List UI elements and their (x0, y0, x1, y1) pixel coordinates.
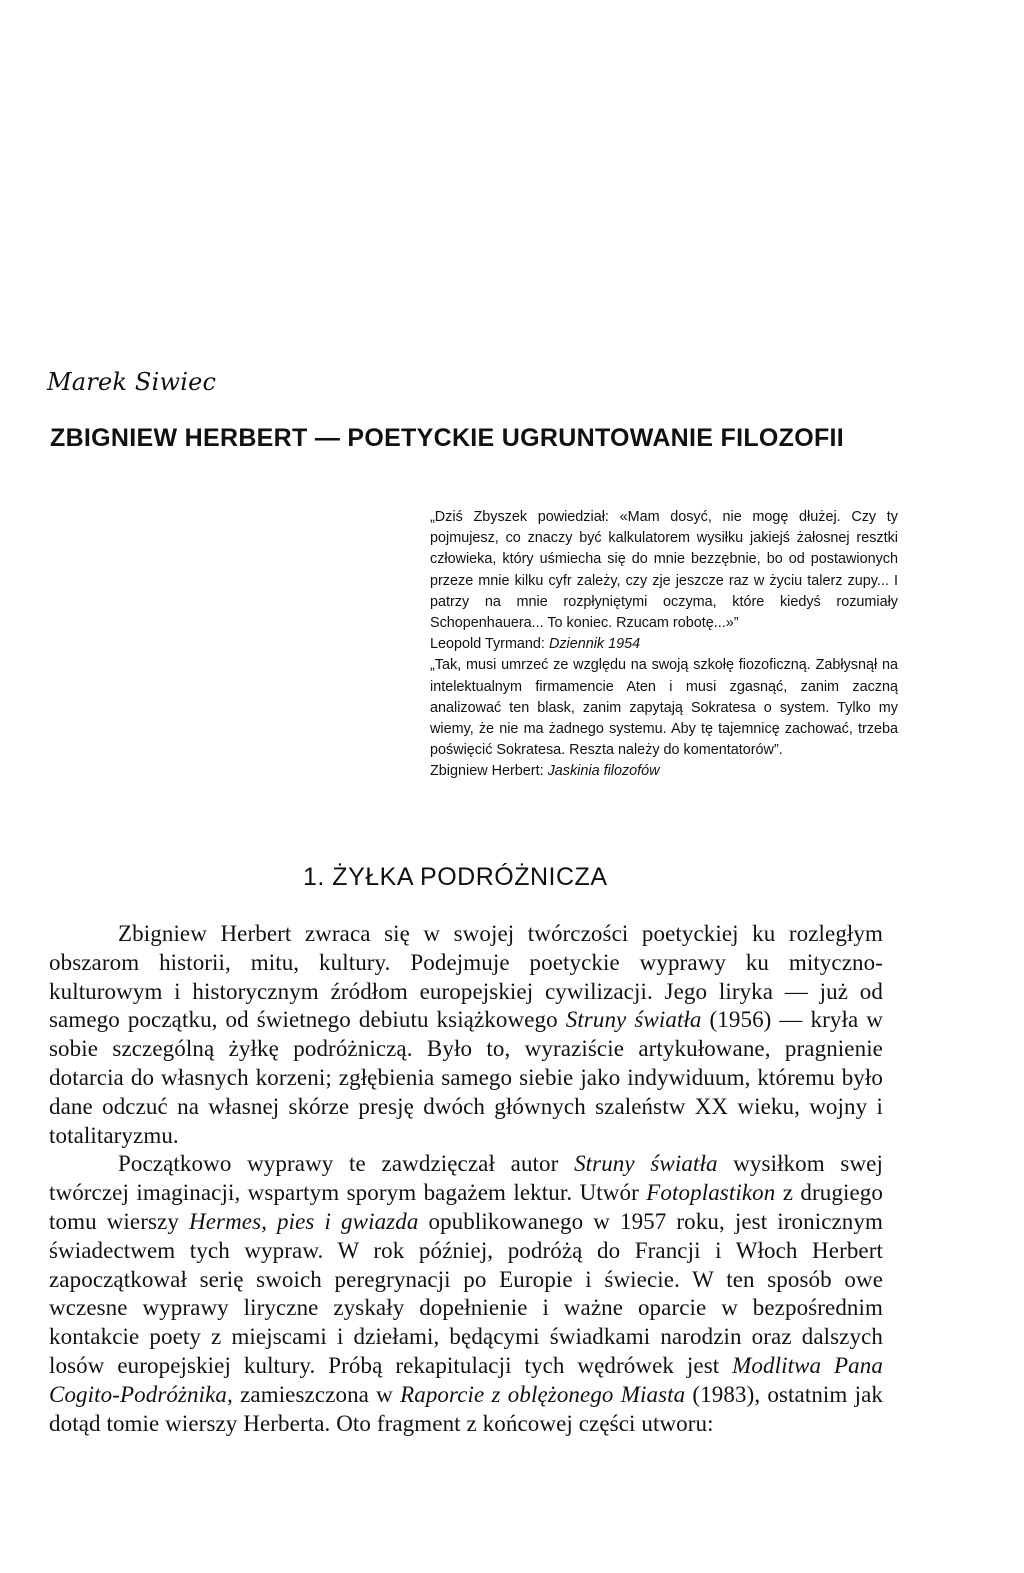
italic-title: Hermes, pies i gwiazda (189, 1208, 419, 1234)
italic-title: Raporcie z oblężonego Miasta (400, 1381, 686, 1407)
italic-title: Fotoplastikon (646, 1180, 776, 1206)
citation-work: Jaskinia filozofów (547, 763, 660, 780)
citation-work: Dziennik 1954 (548, 636, 641, 653)
text-run: zamieszczona w (232, 1381, 401, 1407)
epigraph-quote-1: „Dziś Zbyszek powiedział: «Mam dosyć, nie mogę dłużej. Czy ty pojmujesz, co znaczy być kalkulatorem wysiłku jakiejś żałosnej resztki człowieka, który uśmiecha się do mnie bezzębnie, bo od postawionych przeze mnie kilku cyfr zależy, czy zje jeszcze raz w życiu talerz zupy... I patrzy na mnie rozpłyniętymi oczyma, które kiedyś rozumiały Schopenhauera... To koniec. Rzucam robotę...»” (430, 509, 898, 632)
citation-author: Leopold Tyrmand: (430, 636, 545, 653)
text-run: opublikowanego w 1957 roku, jest ironicznym świadectwem tych wypraw. W rok później, podróżą do Francji i Włoch Herbert zapoczątkował serię swoich peregrynacji po Europie i świecie. W ten sposób owe wczesne wyprawy liryczne zyskały dopełnienie i ważne oparcie w bezpośrednim kontakcie poety z miejscami i dziełami, będącymi świadkami narodzin oraz dalszych losów europejskiej kultury. Próbą rekapitulacji tych wędrówek jest (49, 1208, 883, 1378)
text-run: (1956) — kryła w sobie szczególną żyłkę podróżniczą. Było to, wyraziście artykułowane, pragnienie dotarcia do własnych korzeni; zgłębienia samego siebie jako indywiduum, któremu było dane odczuć na własnej skórze presję dwóch głównych szaleństw XX wieku, wojny i totalitaryzmu. (49, 1007, 883, 1148)
italic-title: Struny światła (565, 1007, 702, 1033)
text-run: wysiłkom swej twórczej imaginacji, wspartym sporym bagażem lektur. Utwór (49, 1151, 883, 1206)
text-run: z drugiego tomu wierszy (49, 1180, 883, 1234)
epigraph-block (430, 507, 898, 783)
article-title: ZBIGNIEW HERBERT — POETYCKIE UGRUNTOWANIE FILOZOFII (50, 424, 845, 452)
citation-author: Zbigniew Herbert: (430, 763, 544, 780)
epigraph-quote-2: „Tak, musi umrzeć ze względu na swoją szkołę fiozoficzną. Zabłysnął na intelektualnym firmamencie Aten i musi zgasnąć, zanim zaczną analizować ten blask, zanim zapytają Sokratesa o system. Tylko my wiemy, że nie ma żadnego systemu. Aby tę tajemnicę zachować, trzeba poświęcić Sokratesa. Reszta należy do komentatorów”. (430, 657, 898, 759)
text-run: Zbigniew Herbert zwraca się w swojej twórczości poetyckiej ku rozległym obszarom historii, mitu, kultury. Podejmuje poetyckie wyprawy ku mityczno-kulturowym i historycznym źródłom europejskiej cywilizacji. Jego liryka — już od samego początku, od świetnego debiutu książkowego (49, 921, 883, 1033)
paragraph-2 (49, 1150, 883, 1438)
epigraph-citation-1 (430, 634, 898, 655)
paragraph-1 (49, 920, 883, 1150)
epigraph-citation-2 (430, 761, 898, 782)
author-name: Marek Siwiec (47, 368, 217, 396)
text-run: Początkowo wyprawy te zawdzięczał autor (118, 1151, 575, 1177)
italic-title: Modlitwa Pana Cogito-Podróżnika, (49, 1352, 883, 1407)
section-heading: 1. ŻYŁKA PODRÓŻNICZA (303, 863, 608, 891)
italic-title: Struny światła (574, 1151, 718, 1177)
body-text (49, 920, 883, 1438)
text-run: (1983), ostatnim jak dotąd tomie wierszy Herberta. Oto fragment z końcowej części utworu: (49, 1381, 883, 1436)
